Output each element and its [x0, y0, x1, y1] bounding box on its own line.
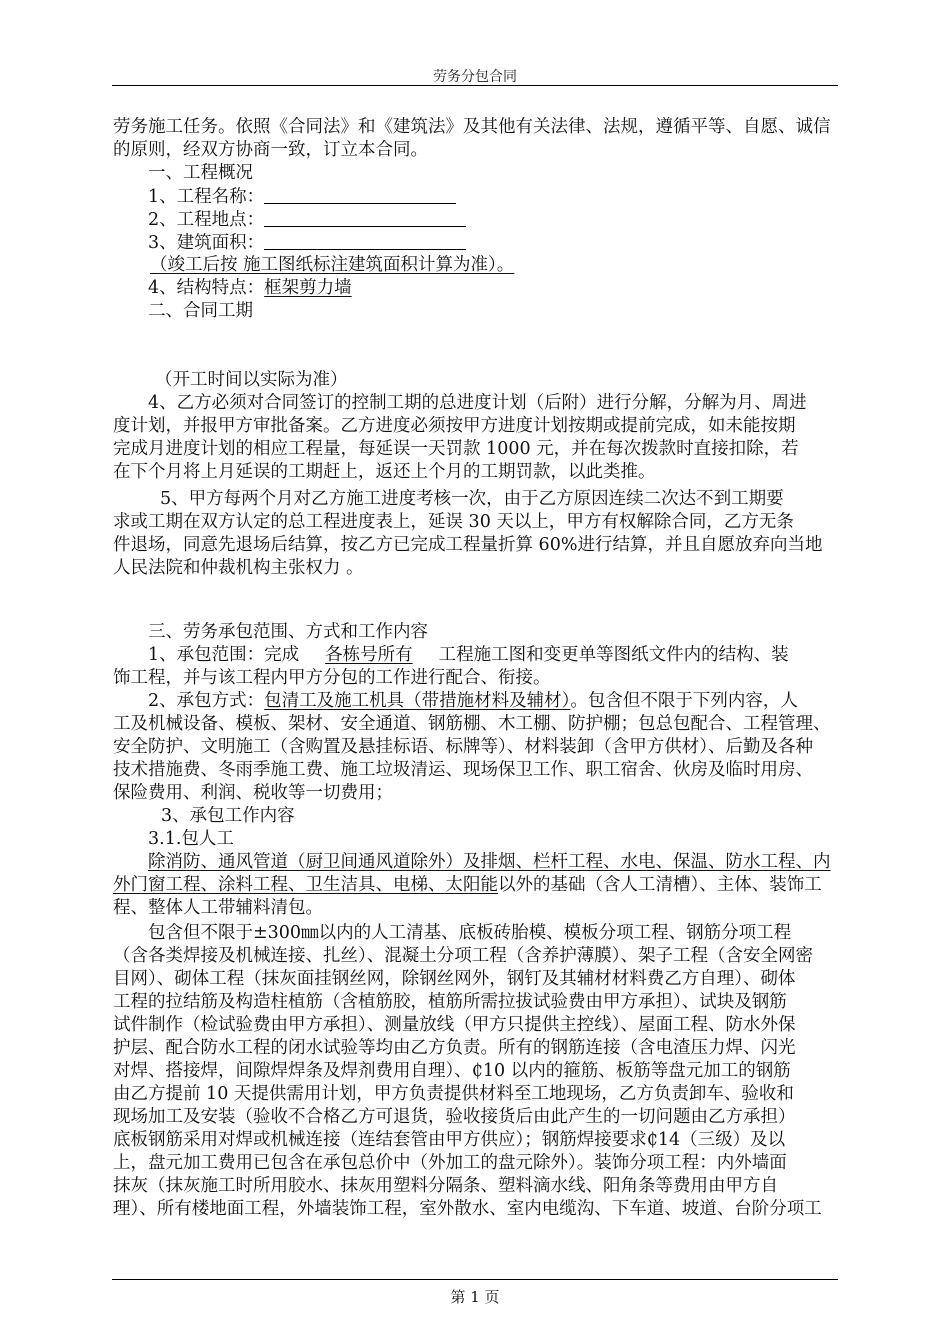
- text-line: 技术措施费、冬雨季施工费、施工垃圾清运、现场保卫工作、职工宿舍、伙房及临时用房、: [113, 760, 813, 780]
- subsection-heading: 3.1.包人工: [148, 829, 234, 849]
- text-line: 试件制作（检试验费由甲方承担）、测量放线（甲方只提供主控线）、屋面工程、防水外保: [113, 1015, 796, 1035]
- text-line: 在下个月将上月延误的工期赶上，返还上个月的工期罚款，以此类推。: [113, 462, 656, 482]
- text-line: 度计划，并报甲方审批备案。乙方进度必须按甲方进度计划按期或提前完成，如未能按期: [113, 416, 796, 436]
- text-line: 保险费用、利润、税收等一切费用；: [113, 783, 393, 803]
- text-line: 人民法院和仲裁机构主张权力 。: [113, 558, 364, 578]
- contract-method-row: [148, 690, 874, 713]
- page-prefix: 第: [450, 1288, 466, 1306]
- exclusions-tail: 以外的基础（含人工清槽）、主体、装饰工: [498, 875, 822, 895]
- text-line: 完成月进度计划的相应工程量，每延误一天罚款 1000 元，并在每次拨款时直接扣除，若: [113, 439, 799, 459]
- scope-tail: 工程施工图和变更单等图纸文件内的结构、装: [438, 645, 789, 665]
- text-line: 工及机械设备、模板、架材、安全通道、钢筋棚、木工棚、防护棚；包总包配合、工程管理、: [113, 714, 831, 734]
- text-line: 件退场，同意先退场后结算，按乙方已完成工程量折算 60%进行结算，并且自愿放弃向当地: [113, 535, 823, 555]
- section-heading: 三、劳务承包范围、方式和工作内容: [148, 622, 428, 642]
- text-line: 底板钢筋采用对焊或机械连接（连结套管由甲方供应）；钢筋焊接要求₵14（三级）及以: [113, 1130, 786, 1150]
- text-line: 上，盘元加工费用已包含在承包总价中（外加工的盘元除外）。装饰分项工程：内外墙面: [113, 1153, 787, 1173]
- footer-rule: [112, 1279, 838, 1280]
- page-footer: [0, 1286, 950, 1307]
- structure-row: [148, 277, 874, 300]
- text-line: 目网）、砌体工程（抹灰面挂钢丝网，除钢丝网外，钢钉及其辅材材料费乙方自理）、砌体: [113, 969, 796, 989]
- structure-label: 4、结构特点：: [148, 278, 265, 298]
- project-location-row: [148, 208, 874, 231]
- text-line: [113, 1221, 839, 1244]
- page-number: 1: [470, 1288, 480, 1306]
- project-name-row: [148, 185, 874, 208]
- text-line: 安全防护、文明施工（含购置及悬挂标语、标牌等）、材料装卸（含甲方供材）、后勤及各种: [113, 737, 813, 757]
- building-area-label: 3、建筑面积：: [148, 233, 265, 253]
- text-line: 劳务施工任务。依照《合同法》和《建筑法》及其他有关法律、法规，遵循平等、自愿、诚信: [113, 117, 831, 137]
- text-line: 工程的拉结筋及构造柱植筋（含植筋胶，植筋所需拉拔试验费由甲方承担）、试块及钢筋: [113, 992, 787, 1012]
- page-suffix: 页: [484, 1288, 500, 1306]
- text-line: 4、乙方必须对合同签订的控制工期的总进度计划（后附）进行分解，分解为月、周进: [148, 393, 807, 413]
- method-label: 2、承包方式：: [148, 691, 265, 711]
- text-line: 抹灰（抹灰施工时所用胶水、抹灰用塑料分隔条、塑料滴水线、阳角条等费用由甲方自: [113, 1176, 778, 1196]
- exclusions-value: 外门窗工程、涂料工程、卫生洁具、电梯、太阳能: [113, 875, 498, 895]
- scope-row: [148, 644, 874, 667]
- project-location-field[interactable]: [264, 208, 466, 227]
- method-value: 包清工及施工机具（带措施材料及辅材）: [264, 691, 571, 711]
- text-line: （开工时间以实际为准）: [155, 370, 348, 390]
- text-line: 5、甲方每两个月对乙方施工进度考核一次，由于乙方原因连续二次达不到工期要: [160, 489, 784, 509]
- text-line: 理）、所有楼地面工程，外墙装饰工程，室外散水、室内电缆沟、下车道、坡道、台阶分项工: [113, 1199, 822, 1219]
- scope-label: 1、承包范围：完成: [148, 645, 300, 665]
- exclusions-row: [113, 874, 839, 897]
- text-line: （含各类焊接及机械连接、扎丝）、混凝土分项工程（含养护薄膜）、架子工程（含安全网密: [113, 946, 813, 966]
- text-line: 护层、配合防水工程的闭水试验等均由乙方负责。所有的钢筋连接（含电渣压力焊、闪光: [113, 1038, 796, 1058]
- area-note: （竣工后按 施工图纸标注建筑面积计算为准）。: [150, 255, 515, 275]
- text-line: 饰工程，并与该工程内甲方分包的工作进行配合、衔接。: [113, 668, 551, 688]
- building-area-field[interactable]: [264, 231, 466, 250]
- project-name-label: 1、工程名称：: [148, 187, 265, 207]
- page-header-title: 劳务分包合同: [433, 69, 517, 85]
- section-heading: 3、承包工作内容: [161, 806, 295, 826]
- scope-value: 各栋号所有: [325, 645, 413, 665]
- method-tail: 。包含但不限于下列内容，人: [570, 691, 798, 711]
- section-heading: 一、工程概况: [148, 163, 253, 183]
- project-name-field[interactable]: [264, 185, 456, 204]
- structure-value: 框架剪力墙: [264, 278, 352, 298]
- section-heading: 二、合同工期: [148, 301, 253, 321]
- header-rule: [112, 85, 838, 86]
- text-line: 包含但不限于±300㎜以内的人工清基、底板砖胎模、模板分项工程、钢筋分项工程: [148, 923, 792, 943]
- text-line: 现场加工及安装（验收不合格乙方可退货，验收接货后由此产生的一切问题由乙方承担）: [113, 1107, 796, 1127]
- building-area-row: [148, 231, 874, 254]
- text-line: 求或工期在双方认定的总工程进度表上，延误 30 天以上，甲方有权解除合同，乙方无条: [113, 512, 794, 532]
- text-line: 除消防、通风管道（厨卫间通风道除外）及排烟、栏杆工程、水电、保温、防水工程、内: [148, 852, 831, 872]
- text-line: 的原则，经双方协商一致，订立本合同。: [113, 140, 428, 160]
- text-line: 程、整体人工带辅料清包。: [113, 898, 323, 918]
- text-line: 由乙方提前 10 天提供需用计划，甲方负责提供材料至工地现场，乙方负责卸车、验收和: [113, 1084, 794, 1104]
- text-line: 对焊、搭接焊，间隙焊焊条及焊剂费用自理）、₵10 以内的箍筋、板筋等盘元加工的钢筋: [113, 1061, 791, 1081]
- project-location-label: 2、工程地点：: [148, 210, 265, 230]
